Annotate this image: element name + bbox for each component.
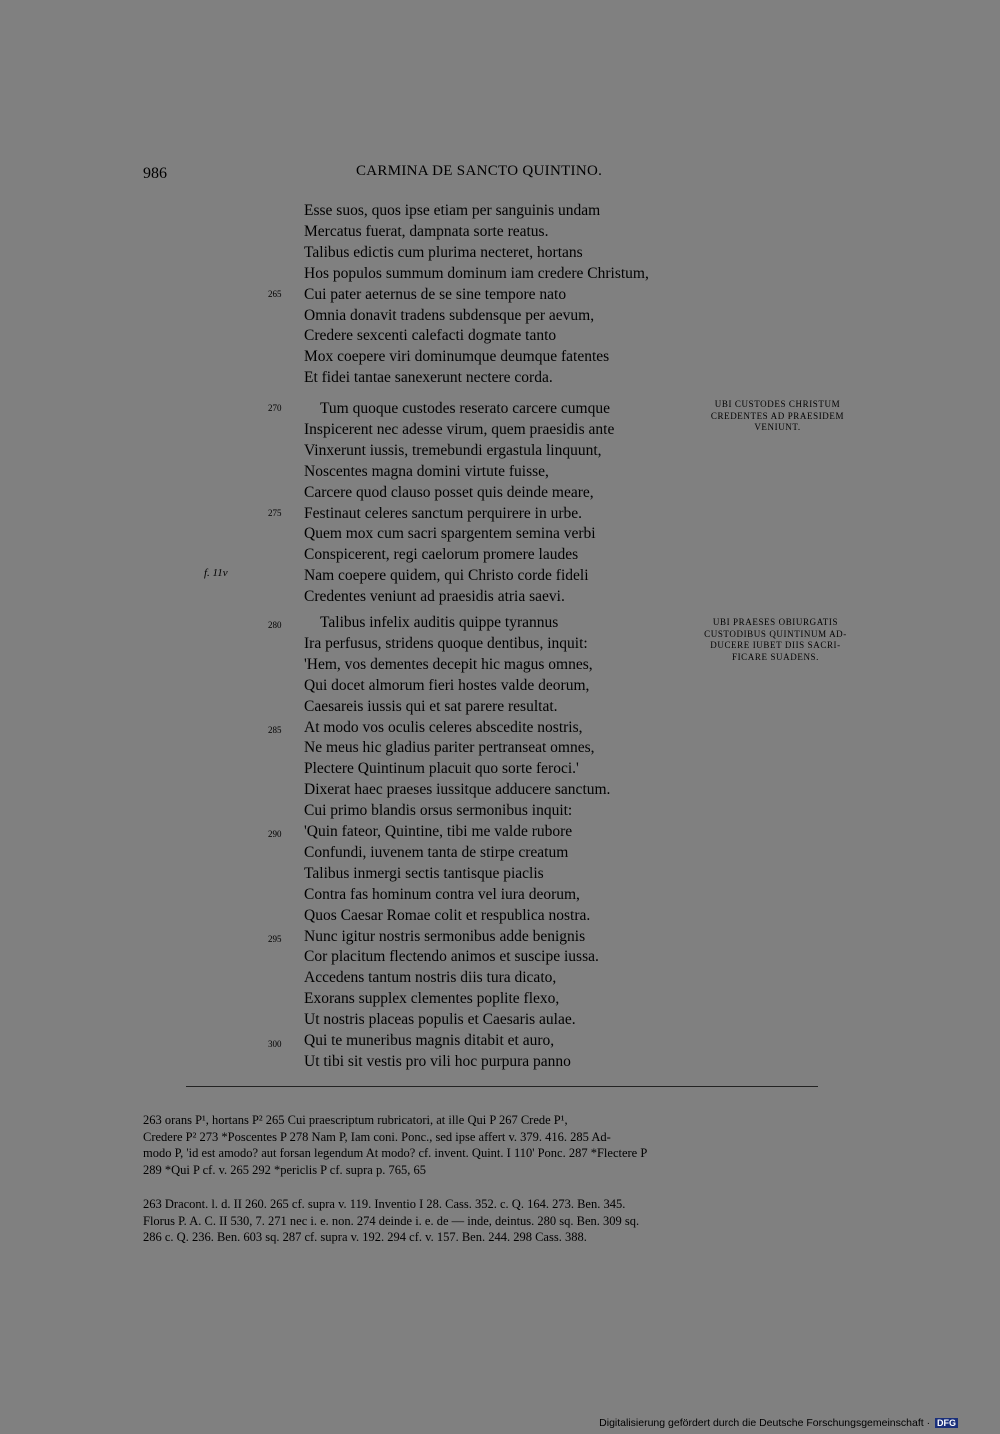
sidenote-line: FICARE SUADENS. xyxy=(731,651,819,662)
verse-line: Confundi, iuvenem tanta de stirpe creatum xyxy=(304,843,569,861)
line-number: 270 xyxy=(268,403,282,413)
verse-line: Qui docet almorum fieri hostes valde deorum, xyxy=(304,676,590,694)
verse-line: Talibus inmergi sectis tantisque piaclis xyxy=(304,864,544,882)
verse-line: Plectere Quintinum placuit quo sorte feroci.' xyxy=(304,760,579,778)
verse-line: Exorans supplex clementes poplite flexo, xyxy=(304,990,560,1008)
verse-line: Conspicerent, regi caelorum promere laudes xyxy=(304,546,579,564)
verse-line: Mercatus fuerat, dampnata sorte reatus. xyxy=(304,222,549,240)
running-title: CARMINA DE SANCTO QUINTINO. xyxy=(356,163,603,179)
verse-line: 'Hem, vos dementes decepit hic magus omnes, xyxy=(304,655,593,673)
verse-line: Hos populos summum dominum iam credere Christum, xyxy=(304,264,649,282)
line-number: 290 xyxy=(268,829,282,839)
apparatus-line: Credere P² 273 *Poscentes P 278 Nam P, Iam coni. Ponc., sed ipse affert v. 379. 416. 285 Ad- xyxy=(143,1129,611,1144)
sidenote-line: UBI PRAESES OBIURGATIS xyxy=(712,617,839,627)
dfg-logo: DFG xyxy=(937,1418,956,1428)
sidenote-line: VENIUNT. xyxy=(754,422,801,432)
verse-line: Talibus infelix auditis quippe tyrannus xyxy=(320,614,559,631)
line-number: 300 xyxy=(268,1039,282,1049)
verse-line: Tum quoque custodes reserato carcere cumque xyxy=(320,400,610,417)
verse-line: 'Quin fateor, Quintine, tibi me valde rubore xyxy=(304,823,573,840)
verse-line: Carcere quod clauso posset quis deinde meare, xyxy=(304,483,594,501)
credit-text: Digitalisierung gefördert durch die Deutsche Forschungsgemeinschaft · xyxy=(599,1417,931,1429)
footnote-rule xyxy=(186,1086,818,1087)
apparatus-line: 289 *Qui P cf. v. 265 292 *periclis P cf. supra p. 765, 65 xyxy=(143,1162,426,1177)
line-number: 285 xyxy=(268,725,282,735)
apparatus-line: modo P, 'id est amodo? aut forsan legendum At modo? cf. invent. Quint. I 110' Ponc. 287 *Flectere P xyxy=(143,1146,648,1160)
verse-line: Ut tibi sit vestis pro vili hoc purpura panno xyxy=(304,1052,571,1070)
line-number: 295 xyxy=(268,934,282,944)
source-line: Florus P. A. C. II 530, 7. 271 nec i. e. non. 274 deinde i. e. de — inde, deintus. 280 sq. Ben. 309 sq. xyxy=(143,1213,640,1228)
verse-line: Contra fas hominum contra vel iura deorum, xyxy=(304,885,580,903)
verse-line: Credentes veniunt ad praesidis atria saevi. xyxy=(304,588,565,606)
critical-apparatus xyxy=(143,1112,818,1178)
source-line: 263 Dracont. l. d. II 260. 265 cf. supra v. 119. Inventio I 28. Cass. 352. c. Q. 164. 273. Ben. 345. xyxy=(143,1197,626,1211)
verse-line: Credere sexcenti calefacti dogmate tanto xyxy=(304,327,557,345)
page-number: 986 xyxy=(143,165,167,182)
verse-line: Et fidei tantae sanexerunt nectere corda. xyxy=(304,369,553,387)
verse-line: Quos Caesar Romae colit et respublica nostra. xyxy=(304,906,591,924)
sidenote-line: CREDENTES AD PRAESIDEM xyxy=(710,410,845,421)
verse-line: Ne meus hic gladius pariter pertranseat omnes, xyxy=(304,739,595,757)
line-number: 265 xyxy=(268,289,282,299)
verse-line: Cui pater aeternus de se sine tempore nato xyxy=(304,285,567,303)
verse-line: Nam coepere quidem, qui Christo corde fideli xyxy=(304,567,589,585)
sidenote-second xyxy=(688,617,863,663)
verse-line: Esse suos, quos ipse etiam per sanguinis undam xyxy=(304,202,601,219)
verse-line: Cor placitum flectendo animos et suscipe iussa. xyxy=(304,948,599,966)
line-number: 275 xyxy=(268,508,282,518)
folio-mark: f. 11v xyxy=(204,567,228,579)
sidenote-first xyxy=(690,399,865,434)
sidenote-line: UBI CUSTODES CHRISTUM xyxy=(714,399,841,409)
verse-line: At modo vos oculis celeres abscedite nostris, xyxy=(304,718,583,736)
apparatus-line: 263 orans P¹, hortans P² 265 Cui praescriptum rubricatori, at ille Qui P 267 Crede P¹, xyxy=(143,1113,568,1127)
verse-line: Talibus edictis cum plurima necteret, hortans xyxy=(304,243,583,261)
verse-line: Inspicerent nec adesse virum, quem praesidis ante xyxy=(304,420,615,438)
line-number: 280 xyxy=(268,620,282,630)
verse-line: Omnia donavit tradens subdensque per aevum, xyxy=(304,306,595,324)
verse-line: Dixerat haec praeses iussitque adducere sanctum. xyxy=(304,781,611,799)
source-apparatus xyxy=(143,1196,818,1246)
sidenote-line: DUCERE IUBET DIIS SACRI- xyxy=(710,640,841,650)
verse-line: Ira perfusus, stridens quoque dentibus, inquit: xyxy=(304,634,588,652)
verse-line: Noscentes magna domini virtute fuisse, xyxy=(304,462,549,480)
source-line: 286 c. Q. 236. Ben. 603 sq. 287 cf. supra v. 192. 294 cf. v. 157. Ben. 244. 298 Cass. 388. xyxy=(143,1230,587,1244)
sidenote-line: CUSTODIBUS QUINTINUM AD- xyxy=(704,628,847,639)
verse-line: Quem mox cum sacri spargentem semina verbi xyxy=(304,525,596,543)
verse-line: Accedens tantum nostris diis tura dicato, xyxy=(304,969,557,987)
verse-line: Festinaut celeres sanctum perquirere in urbe. xyxy=(304,504,583,522)
verse-line: Mox coepere viri dominumque deumque fatentes xyxy=(304,348,610,366)
verse-line: Vinxerunt iussis, tremebundi ergastula linquunt, xyxy=(304,441,602,459)
funding-credit xyxy=(599,1417,958,1429)
verse-line: Caesareis iussis qui et sat parere resultat. xyxy=(304,697,558,715)
verse-line: Cui primo blandis orsus sermonibus inquit: xyxy=(304,802,573,820)
verse-line: Nunc igitur nostris sermonibus adde benignis xyxy=(304,927,586,945)
verse-line: Qui te muneribus magnis ditabit et auro, xyxy=(304,1032,555,1049)
verse-line: Ut nostris placeas populis et Caesaris aulae. xyxy=(304,1011,576,1029)
